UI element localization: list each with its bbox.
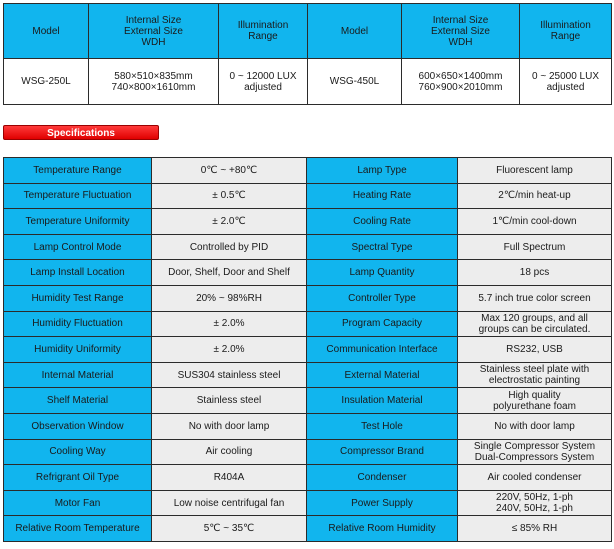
cell-line: 2℃/min heat-up xyxy=(498,190,571,202)
spec-label-cell: Temperature Uniformity xyxy=(4,209,152,235)
cell-line: Air cooling xyxy=(205,446,253,458)
cell-line: No with door lamp xyxy=(188,420,270,432)
spec-value-cell xyxy=(458,209,612,235)
spec-value-cell xyxy=(152,311,307,337)
spec-label-cell: Communication Interface xyxy=(307,337,458,363)
cell-line: Stainless steel plate with xyxy=(479,364,590,376)
spec-label-cell: Relative Room Humidity xyxy=(307,516,458,542)
spec-row xyxy=(4,311,612,337)
spec-row xyxy=(4,183,612,209)
spec-label-cell: Cooling Rate xyxy=(307,209,458,235)
spec-label-cell: Compressor Brand xyxy=(307,439,458,465)
cell-line: External Size xyxy=(431,25,490,37)
cell-line: Low noise centrifugal fan xyxy=(173,497,285,509)
cell-line: 1℃/min cool-down xyxy=(492,215,577,227)
cell-line: Full Spectrum xyxy=(503,241,566,253)
spec-value-cell xyxy=(458,285,612,311)
spec-value-cell xyxy=(458,311,612,337)
cell-line: 240V, 50Hz, 1-ph xyxy=(496,503,573,515)
cell-line: 18 pcs xyxy=(519,267,550,279)
models-header-cell xyxy=(219,4,308,59)
spec-value-cell xyxy=(152,337,307,363)
spec-value-cell xyxy=(458,439,612,465)
specifications-table xyxy=(3,157,612,542)
spec-value-cell xyxy=(152,490,307,516)
cell-line: Internal Size xyxy=(125,14,182,26)
spec-value-cell xyxy=(458,388,612,414)
spec-label-cell: Humidity Test Range xyxy=(4,285,152,311)
cell-line: 0℃ ~ +80℃ xyxy=(200,164,258,176)
cell-line: 0 ~ 25000 LUX xyxy=(532,70,599,82)
cell-line: 760×900×2010mm xyxy=(418,81,503,93)
cell-line: RS232, USB xyxy=(506,343,563,355)
spec-label-cell: Condenser xyxy=(307,465,458,491)
spec-value-cell xyxy=(152,158,307,184)
models-value-cell xyxy=(219,59,308,105)
spec-label-cell: Test Hole xyxy=(307,413,458,439)
cell-line: Door, Shelf, Door and Shelf xyxy=(168,267,290,279)
spec-value-cell xyxy=(152,439,307,465)
spec-row xyxy=(4,362,612,388)
cell-line: Dual-Compressors System xyxy=(474,451,595,463)
cell-line: 740×800×1610mm xyxy=(111,81,196,93)
spec-label-cell: Lamp Install Location xyxy=(4,260,152,286)
cell-line: WSG-450L xyxy=(329,76,380,87)
spec-value-cell xyxy=(458,465,612,491)
spec-label-cell: Program Capacity xyxy=(307,311,458,337)
spec-label-cell: Temperature Fluctuation xyxy=(4,183,152,209)
spec-label-cell: Relative Room Temperature xyxy=(4,516,152,542)
cell-line: adjusted xyxy=(546,81,585,93)
cell-line: 5.7 inch true color screen xyxy=(478,292,591,304)
cell-line: polyurethane foam xyxy=(493,400,576,412)
cell-line: R404A xyxy=(213,471,245,483)
models-value-cell xyxy=(4,59,89,105)
cell-line: ± 2.0℃ xyxy=(212,215,246,227)
cell-line: Model xyxy=(340,25,369,37)
spec-value-cell xyxy=(458,337,612,363)
models-header-cell xyxy=(308,4,402,59)
spec-label-cell: Motor Fan xyxy=(4,490,152,516)
spec-label-cell: Heating Rate xyxy=(307,183,458,209)
cell-line: ± 2.0% xyxy=(213,318,245,330)
spec-value-cell xyxy=(458,183,612,209)
spec-value-cell xyxy=(152,183,307,209)
spec-value-cell xyxy=(152,234,307,260)
cell-line: Fluorescent lamp xyxy=(496,164,573,176)
cell-line: Single Compressor System xyxy=(473,440,596,452)
models-header-row xyxy=(4,4,612,59)
spec-row xyxy=(4,337,612,363)
spec-value-cell xyxy=(152,388,307,414)
spec-row xyxy=(4,516,612,542)
spec-row xyxy=(4,285,612,311)
cell-line: groups can be circulated. xyxy=(478,323,591,335)
spec-label-cell: Lamp Type xyxy=(307,158,458,184)
models-header-cell xyxy=(520,4,612,59)
models-value-cell xyxy=(89,59,219,105)
cell-line: WSG-250L xyxy=(21,76,71,87)
models-value-cell xyxy=(520,59,612,105)
spec-row xyxy=(4,465,612,491)
cell-line: Range xyxy=(550,31,581,42)
spec-value-cell xyxy=(152,209,307,235)
cell-line: ≤ 85% RH xyxy=(511,523,558,535)
cell-line: WDH xyxy=(448,36,473,48)
spec-label-cell: Spectral Type xyxy=(307,234,458,260)
cell-line: Stainless steel xyxy=(196,395,262,407)
spec-value-cell xyxy=(458,516,612,542)
cell-line: 600×650×1400mm xyxy=(418,70,503,82)
cell-line: Illumination xyxy=(540,20,591,31)
models-value-cell xyxy=(402,59,520,105)
cell-line: ± 2.0% xyxy=(213,343,245,355)
spec-row xyxy=(4,413,612,439)
models-header-cell xyxy=(4,4,89,59)
cell-line: WDH xyxy=(141,36,166,48)
cell-line: ± 0.5℃ xyxy=(212,190,246,202)
spec-label-cell: Internal Material xyxy=(4,362,152,388)
spec-row xyxy=(4,260,612,286)
spec-value-cell xyxy=(458,413,612,439)
spec-value-cell xyxy=(152,362,307,388)
spec-label-cell: Observation Window xyxy=(4,413,152,439)
specifications-badge: Specifications xyxy=(3,125,159,140)
spec-label-cell: Temperature Range xyxy=(4,158,152,184)
cell-line: 5℃ ~ 35℃ xyxy=(203,523,255,535)
spec-value-cell xyxy=(458,362,612,388)
cell-line: 220V, 50Hz, 1-ph xyxy=(496,492,573,504)
cell-line: Illumination xyxy=(237,20,289,31)
spec-value-cell xyxy=(152,516,307,542)
spec-value-cell xyxy=(152,465,307,491)
cell-line: Max 120 groups, and all xyxy=(481,312,588,324)
spec-row xyxy=(4,439,612,465)
cell-line: High quality xyxy=(508,389,561,401)
cell-line: Internal Size xyxy=(432,14,489,26)
spec-row xyxy=(4,158,612,184)
spec-label-cell: Lamp Control Mode xyxy=(4,234,152,260)
spec-label-cell: Humidity Uniformity xyxy=(4,337,152,363)
cell-line: External Size xyxy=(124,25,183,37)
cell-line: SUS304 stainless steel xyxy=(177,369,281,381)
cell-line: 20% ~ 98%RH xyxy=(196,292,262,304)
cell-line: Controlled by PID xyxy=(189,241,269,253)
spec-row xyxy=(4,209,612,235)
cell-line: Air cooled condenser xyxy=(487,471,582,483)
spec-row xyxy=(4,490,612,516)
cell-line: electrostatic painting xyxy=(488,375,581,387)
cell-line: adjusted xyxy=(244,81,282,93)
cell-line: 580×510×835mm xyxy=(114,70,193,82)
spec-label-cell: Shelf Material xyxy=(4,388,152,414)
spec-value-cell xyxy=(152,260,307,286)
spec-label-cell: Power Supply xyxy=(307,490,458,516)
cell-line: 0 ~ 12000 LUX xyxy=(229,70,297,82)
spec-value-cell xyxy=(458,158,612,184)
cell-line: Model xyxy=(32,25,60,37)
spec-value-cell xyxy=(458,490,612,516)
spec-label-cell: Humidity Fluctuation xyxy=(4,311,152,337)
spec-value-cell xyxy=(152,285,307,311)
cell-line: No with door lamp xyxy=(494,420,575,432)
spec-value-cell xyxy=(458,234,612,260)
spec-value-cell xyxy=(152,413,307,439)
spec-label-cell: Cooling Way xyxy=(4,439,152,465)
models-header-cell xyxy=(89,4,219,59)
spec-label-cell: Refrigrant Oil Type xyxy=(4,465,152,491)
spec-row xyxy=(4,388,612,414)
spec-label-cell: Lamp Quantity xyxy=(307,260,458,286)
spec-label-cell: Controller Type xyxy=(307,285,458,311)
cell-line: Range xyxy=(248,31,278,42)
spec-label-cell: Insulation Material xyxy=(307,388,458,414)
models-table xyxy=(3,3,612,105)
spec-value-cell xyxy=(458,260,612,286)
spec-row xyxy=(4,234,612,260)
models-data-row xyxy=(4,59,612,105)
spec-label-cell: External Material xyxy=(307,362,458,388)
models-header-cell xyxy=(402,4,520,59)
models-value-cell xyxy=(308,59,402,105)
